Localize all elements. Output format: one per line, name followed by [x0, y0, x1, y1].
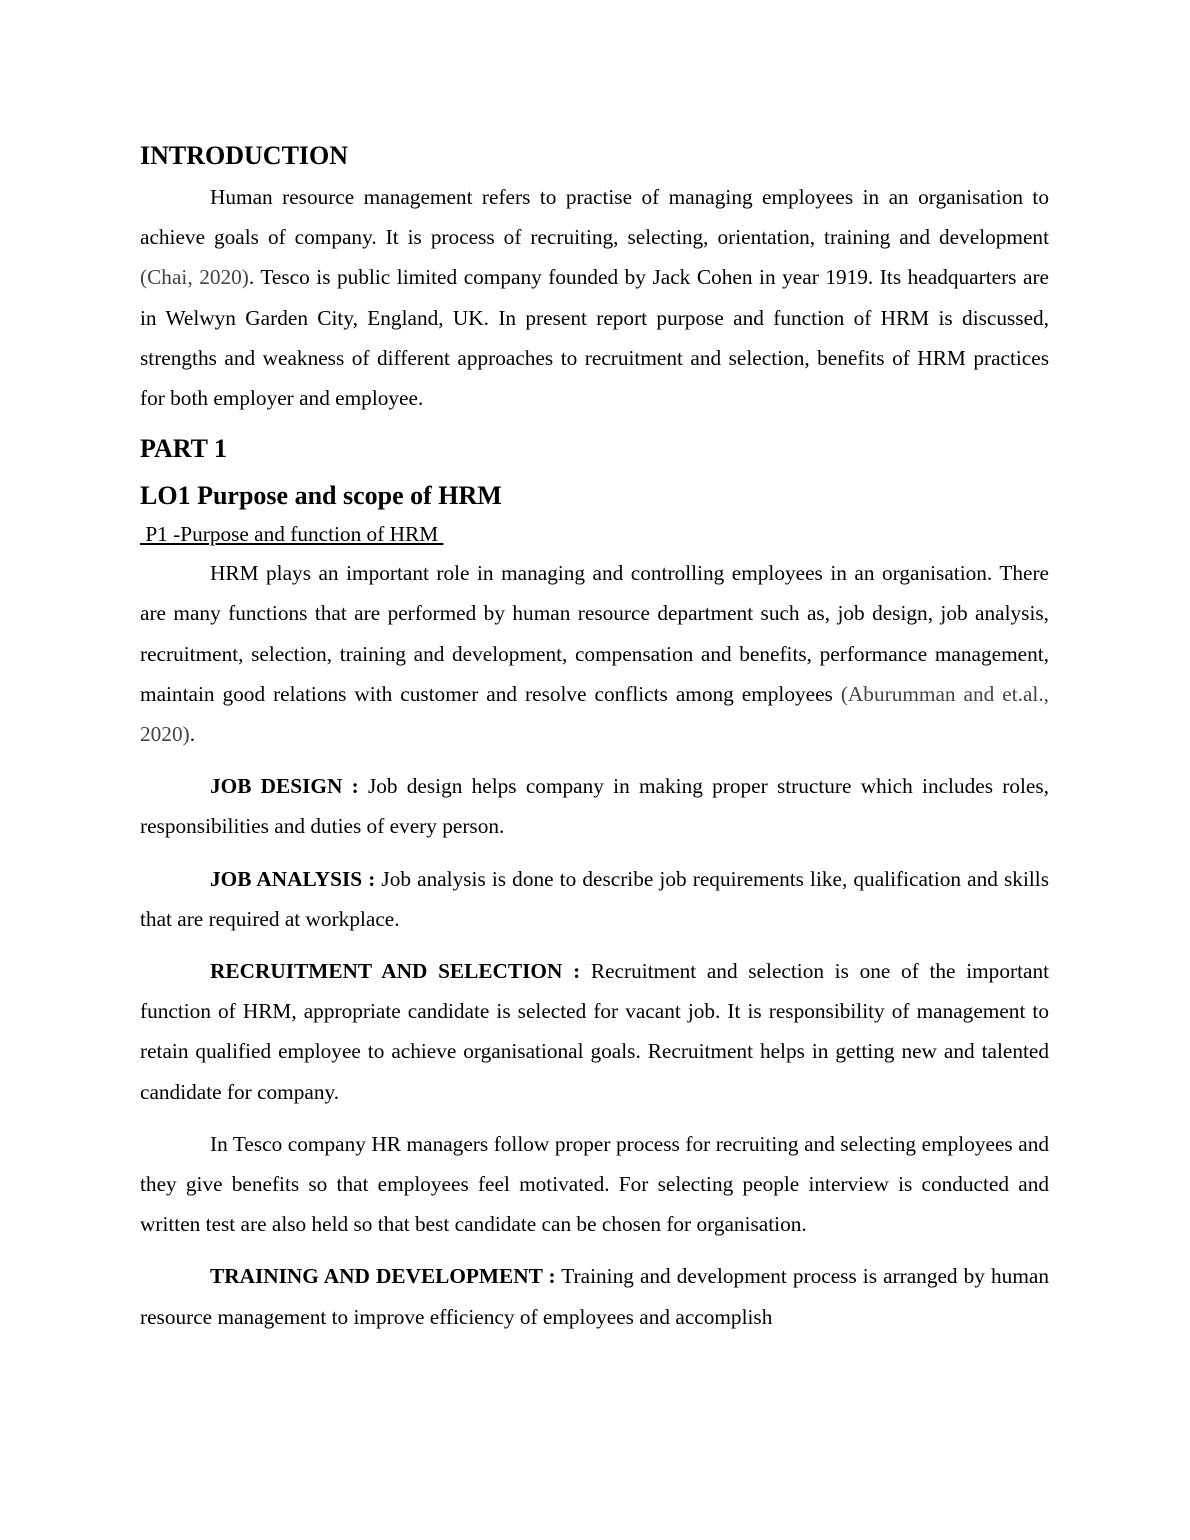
function-term: JOB ANALYSIS :: [210, 866, 376, 891]
document-page: [140, 137, 1049, 1337]
citation: (Chai, 2020): [140, 265, 249, 290]
p1-subheading: P1 -Purpose and function of HRM: [140, 522, 444, 547]
job-design-paragraph: JOB DESIGN : Job design helps company in making proper structure which includes roles, responsibilities and duties of every person.: [140, 774, 1049, 839]
lo1-heading: LO1 Purpose and scope of HRM: [140, 481, 502, 511]
introduction-heading: INTRODUCTION: [140, 141, 349, 170]
training-development-paragraph: TRAINING AND DEVELOPMENT : Training and development process is arranged by human resource management to improve efficiency of employees and accomplish: [140, 1264, 1049, 1329]
introduction-paragraph: Human resource management refers to practise of managing employees in an organisation to achieve goals of company. It is process of recruiting, selecting, orientation, training and development (Chai, 2020). Tesco is public limited company founded by Jack Cohen in year 1919. Its headquarters are in Welwyn Garden City, England, UK. In present report purpose and function of HRM is discussed, strengths and weakness of different approaches to recruitment and selection, benefits of HRM practices for both employer and employee.: [140, 185, 1049, 411]
tesco-paragraph: In Tesco company HR managers follow proper process for recruiting and selecting employees and they give benefits so that employees feel motivated. For selecting people interview is conducted and written test are also held so that best candidate can be chosen for organisation.: [140, 1131, 1049, 1237]
hrm-role-paragraph: HRM plays an important role in managing and controlling employees in an organisation. There are many functions that are performed by human resource department such as, job design, job analysis, recruitment, selection, training and development, compensation and benefits, performance management, maintain good relations with customer and resolve conflicts among employees (Aburumman and et.al., 2020).: [140, 561, 1049, 747]
function-term: TRAINING AND DEVELOPMENT :: [210, 1264, 556, 1289]
part1-heading: PART 1: [140, 434, 227, 464]
function-term: JOB DESIGN :: [210, 774, 359, 799]
job-analysis-paragraph: JOB ANALYSIS : Job analysis is done to describe job requirements like, qualification and skills that are required at workplace.: [140, 866, 1049, 931]
citation: (Aburumman and et.al., 2020): [140, 681, 1049, 747]
function-term: RECRUITMENT AND SELECTION :: [210, 959, 581, 984]
recruitment-selection-paragraph: RECRUITMENT AND SELECTION : Recruitment and selection is one of the important function of HRM, appropriate candidate is selected for vacant job. It is responsibility of management to retain qualified employee to achieve organisational goals. Recruitment helps in getting new and talented candidate for company.: [140, 959, 1050, 1104]
